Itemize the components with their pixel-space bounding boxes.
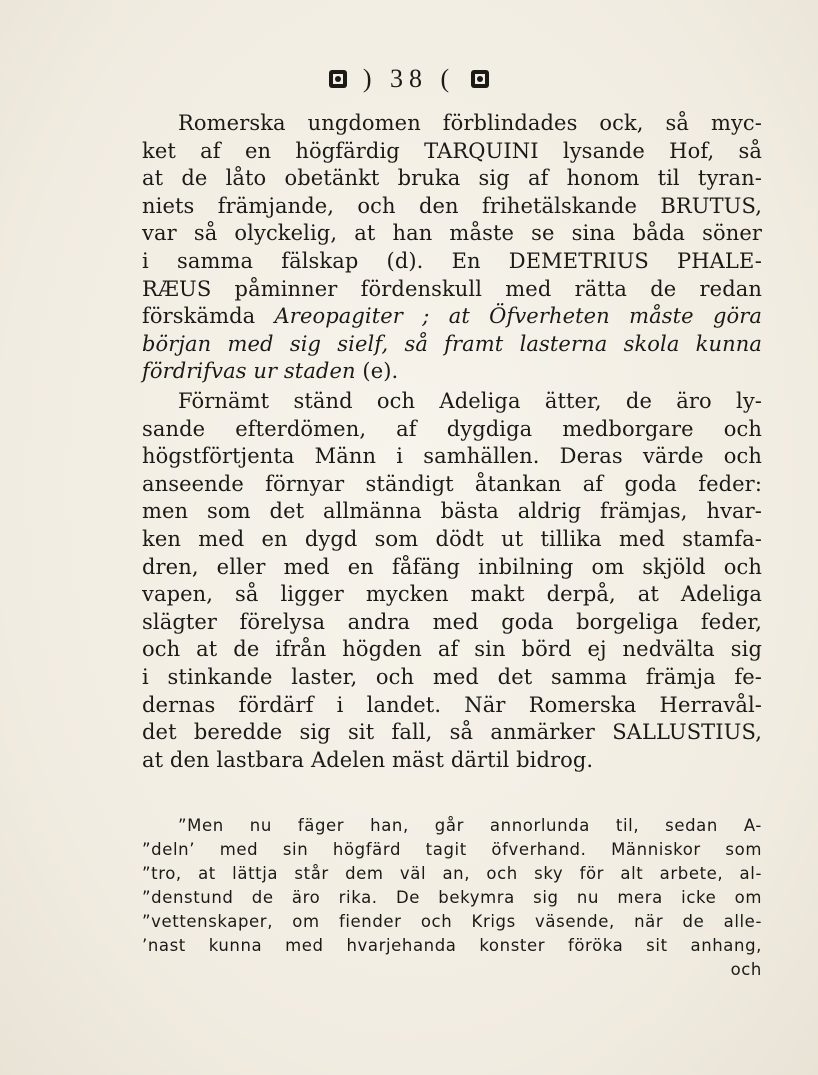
text-line: ket af en högfärdig TARQUINI lysande Hof, så xyxy=(142,138,762,163)
quote-line: ”vettenskaper, om fiender och Krigs väsende, när de alle- xyxy=(142,912,762,931)
text-line xyxy=(142,303,762,331)
text-line: var så olyckelig, at han måste se sina båda söner xyxy=(142,221,762,246)
quote-line: ”denstund de äro rika. De bekymra sig nu mera icke om xyxy=(142,888,762,907)
text-line: at den lastbara Adelen mäst därtil bidrog. xyxy=(142,747,594,772)
text-line: vapen, så ligger mycken makt derpå, at Adeliga xyxy=(142,582,762,607)
text-line: och at de ifrån högden af sin börd ej nedvälta sig xyxy=(142,637,762,662)
text-line: niets främjande, och den frihetälskande BRUTUS, xyxy=(142,193,762,218)
quotation-block xyxy=(142,814,762,982)
footnote-ref: (e). xyxy=(362,359,399,384)
text-line: anseende förnyar ständigt åtankan af goda feder: xyxy=(142,471,762,496)
quote-line: ”deln’ med sin högfärd tagit öfverhand. Människor som xyxy=(142,840,762,859)
paragraph-1 xyxy=(142,110,762,386)
text-line: sande efterdömen, af dygdiga medborgare och xyxy=(142,416,762,441)
text-line: i stinkande laster, och med det samma främja fe- xyxy=(142,664,762,689)
text-italic: Areopagiter ; at Öfverheten måste göra xyxy=(274,304,762,329)
text-roman: förskämda xyxy=(142,304,275,329)
text-line: men som det allmänna bästa aldrig främjas, hvar- xyxy=(142,499,762,524)
text-line: det beredde sig sit fall, så anmärker SALLUSTIUS, xyxy=(142,720,762,745)
text-line xyxy=(142,358,762,386)
text-line: dernas fördärf i landet. När Romerska Herravål- xyxy=(142,692,762,717)
text-line: Förnämt ständ och Adeliga ätter, de äro ly- xyxy=(178,389,762,413)
catchword: och xyxy=(730,960,762,979)
quote-line: ”tro, at lättja står dem väl an, och sky för alt arbete, al- xyxy=(142,864,762,883)
text-line: RÆUS påminner fördenskull med rätta de redan xyxy=(142,276,762,301)
fleuron-left-icon xyxy=(326,67,350,91)
quote-line: ”Men nu fäger han, går annorlunda til, sedan A- xyxy=(178,816,762,835)
text-line: Romerska ungdomen förblindades ock, så myc- xyxy=(178,111,762,135)
fleuron-right-icon xyxy=(468,67,492,91)
text-line: ken med en dygd som dödt ut tillika med stamfa- xyxy=(142,526,762,551)
page-header xyxy=(0,64,818,94)
text-italic: fördrifvas ur staden xyxy=(142,359,363,384)
quote-line: ’nast kunna med hvarjehanda konster föröka sit anhang, xyxy=(142,936,762,955)
text-line: högstförtjenta Männ i samhällen. Deras värde och xyxy=(142,444,762,469)
page-number: ) 38 ( xyxy=(362,64,456,93)
paragraph-2 xyxy=(142,388,762,774)
text-line: slägter förelysa andra med goda borgeliga feder, xyxy=(142,609,762,634)
text-line: början med sig sielf, så framt lasterna skola kunna xyxy=(142,331,762,356)
text-line: dren, eller med en fåfäng inbilning om skjöld och xyxy=(142,554,762,579)
text-line: at de låto obetänkt bruka sig af honom til tyran- xyxy=(142,166,762,191)
text-line: i samma fälskap (d). En DEMETRIUS PHALE- xyxy=(142,248,762,273)
